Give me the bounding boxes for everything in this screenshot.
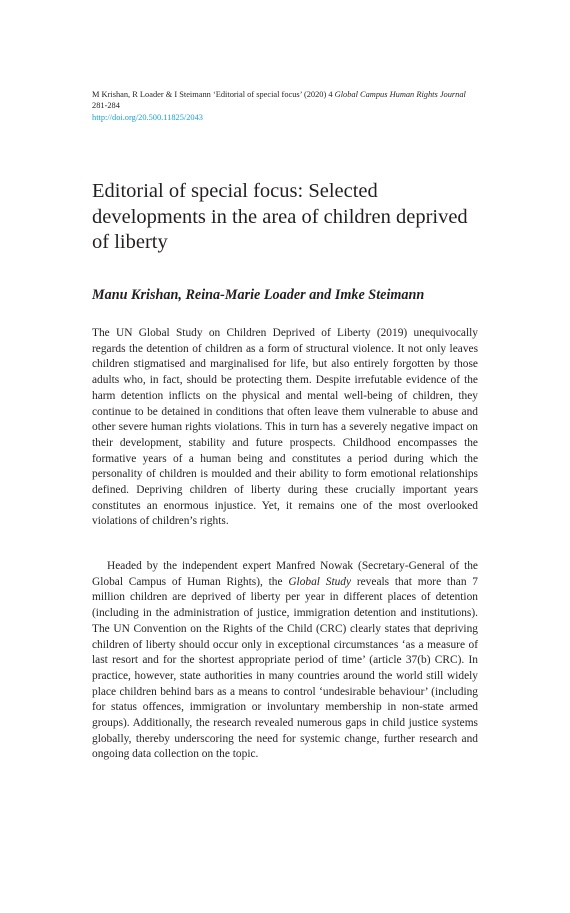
paragraph-1: The UN Global Study on Children Deprived of Liberty (2019) unequivocally regards the detention of children as a form of structural violence. It not only leaves children stigmatised and marginalised for life, but also entirely forgotten by those adults who, in fact, should be protecting them. Despite irrefutable evidence of the harm detention inflicts on the physical and mental well-being of children, they continue to be detained in conditions that often leave them vulnerable to abuse and other severe human rights violations. This in turn has a severely negative impact on their development, stability and future prospects. Childhood encompasses the formative years of a human being and constitutes a period during which the personality of children is moulded and their ability to form emotional relationships defined. Depriving children of liberty during these crucially important years constitutes an enormous injustice. Yet, it remains one of the most overlooked violations of children’s rights. (92, 327, 478, 528)
journal-name: Global Campus Human Rights Journal (334, 90, 466, 99)
global-study-emphasis: Global Study (288, 575, 352, 588)
paragraph-2-text-b: reveals that more than 7 million children are deprived of liberty per year in different places of detention (including in the administration of justice, immigration detention and institutions). The UN Convention on the Rights of the Child (CRC) clearly states that depriving children of liberty should occur only in exceptional circumstances ‘as a measure of last resort and for the shortest appropriate period of time’ (article 37(b) CRC). In practice, however, state authorities in many countries around the world still widely place children behind bars as a means to control ‘undesirable behaviour’ (including for status offences, immigration or involuntary membership in non-state armed groups). Additionally, the research revealed numerous gaps in child justice systems globally, thereby underscoring the need for systemic change, further research and ongoing data collection on the topic. (92, 575, 478, 761)
doi-link[interactable]: http://doi.org/20.500.11825/2043 (92, 113, 203, 122)
article-title: Editorial of special focus: Selected developments in the area of children deprived of liberty (92, 180, 468, 253)
citation-header (92, 89, 472, 111)
paragraph-2 (92, 559, 478, 763)
citation-pages: 281-284 (92, 101, 120, 110)
paragraph-2-text-a: Headed by the independent expert Manfred Nowak (Secretary-General of the Global Campus of Human Rights), the (92, 560, 478, 588)
citation-prefix: M Krishan, R Loader & I Steimann ‘Editorial of special focus’ (2020) 4 (92, 90, 335, 99)
article-authors: Manu Krishan, Reina-Marie Loader and Imke Steimann (92, 287, 425, 303)
